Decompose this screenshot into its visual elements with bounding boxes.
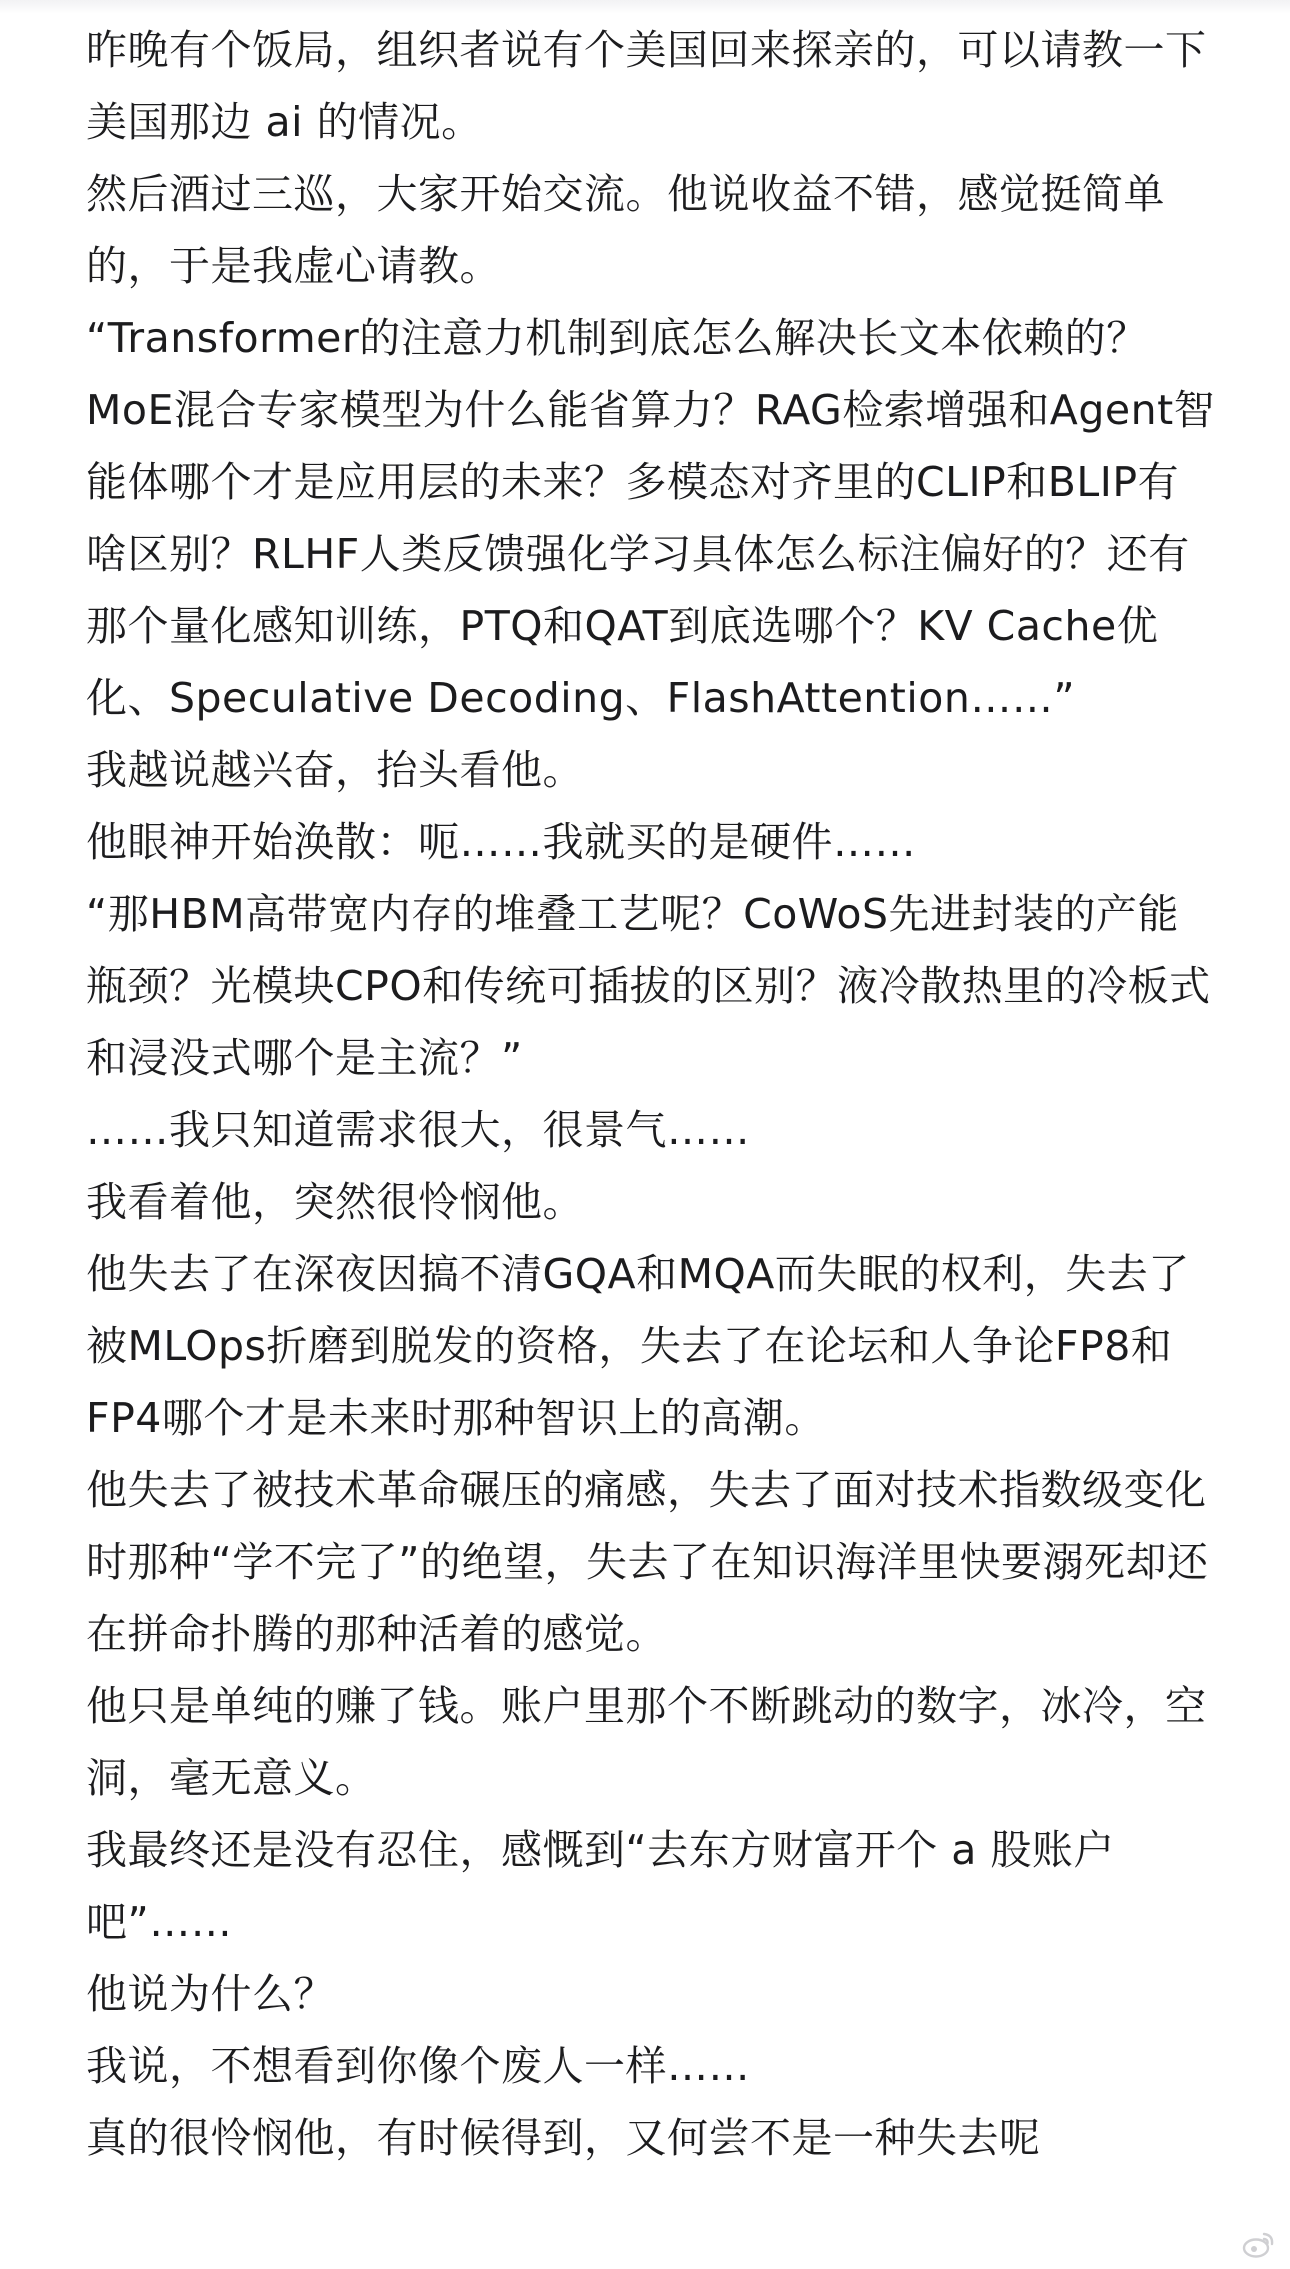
- watermark: [1242, 2229, 1276, 2259]
- paragraph: 真的很怜悯他，有时候得到，又何尝不是一种失去呢: [86, 2114, 1041, 2162]
- paragraph: “Transformer的注意力机制到底怎么解决长文本依赖的？MoE混合专家模型为什么能省算力？RAG检索增强和Agent智能体哪个才是应用层的未来？多模态对齐里的CLIP和BLIP有啥区别？RLHF人类反馈强化学习具体怎么标注偏好的？还有那个量化感知训练，PTQ和QAT到底选哪个？KV Cache优化、Speculative Decoding、FlashAttention……”: [86, 314, 1216, 722]
- paragraph: 我越说越兴奋，抬头看他。: [86, 746, 584, 794]
- paragraph: 他失去了被技术革命碾压的痛感，失去了面对技术指数级变化时那种“学不完了”的绝望，失去了在知识海洋里快要溺死却还在拼命扑腾的那种活着的感觉。: [86, 1466, 1209, 1658]
- paragraph: 他只是单纯的赚了钱。账户里那个不断跳动的数字，冰冷，空洞，毫无意义。: [86, 1682, 1207, 1802]
- paragraph: 我看着他，突然很怜悯他。: [86, 1178, 584, 1226]
- paragraph: “那HBM高带宽内存的堆叠工艺呢？CoWoS先进封装的产能瓶颈？光模块CPO和传统可插拔的区别？液冷散热里的冷板式和浸没式哪个是主流？”: [86, 890, 1211, 1082]
- paragraph: 昨晚有个饭局，组织者说有个美国回来探亲的，可以请教一下美国那边 ai 的情况。: [86, 26, 1207, 146]
- paragraph: 我最终还是没有忍住，感慨到“去东方财富开个 a 股账户吧”……: [86, 1826, 1115, 1946]
- paragraph: 他眼神开始涣散：呃……我就买的是硬件……: [86, 818, 916, 866]
- bottom-fade-overlay: [0, 2209, 1290, 2269]
- paragraph: 他说为什么？: [86, 1970, 335, 2018]
- paragraph: 他失去了在深夜因搞不清GQA和MQA而失眠的权利，失去了被MLOps折磨到脱发的资格，失去了在论坛和人争论FP8和FP4哪个才是未来时那种智识上的高潮。: [86, 1250, 1190, 1442]
- article-body: [86, 14, 1216, 2174]
- paragraph: 我说，不想看到你像个废人一样……: [86, 2042, 750, 2090]
- top-edge-shadow: [0, 0, 1290, 14]
- weibo-logo-icon: [1242, 2229, 1276, 2259]
- paragraph: ……我只知道需求很大，很景气……: [86, 1106, 750, 1154]
- paragraph: 然后酒过三巡，大家开始交流。他说收益不错，感觉挺简单的，于是我虚心请教。: [86, 170, 1165, 290]
